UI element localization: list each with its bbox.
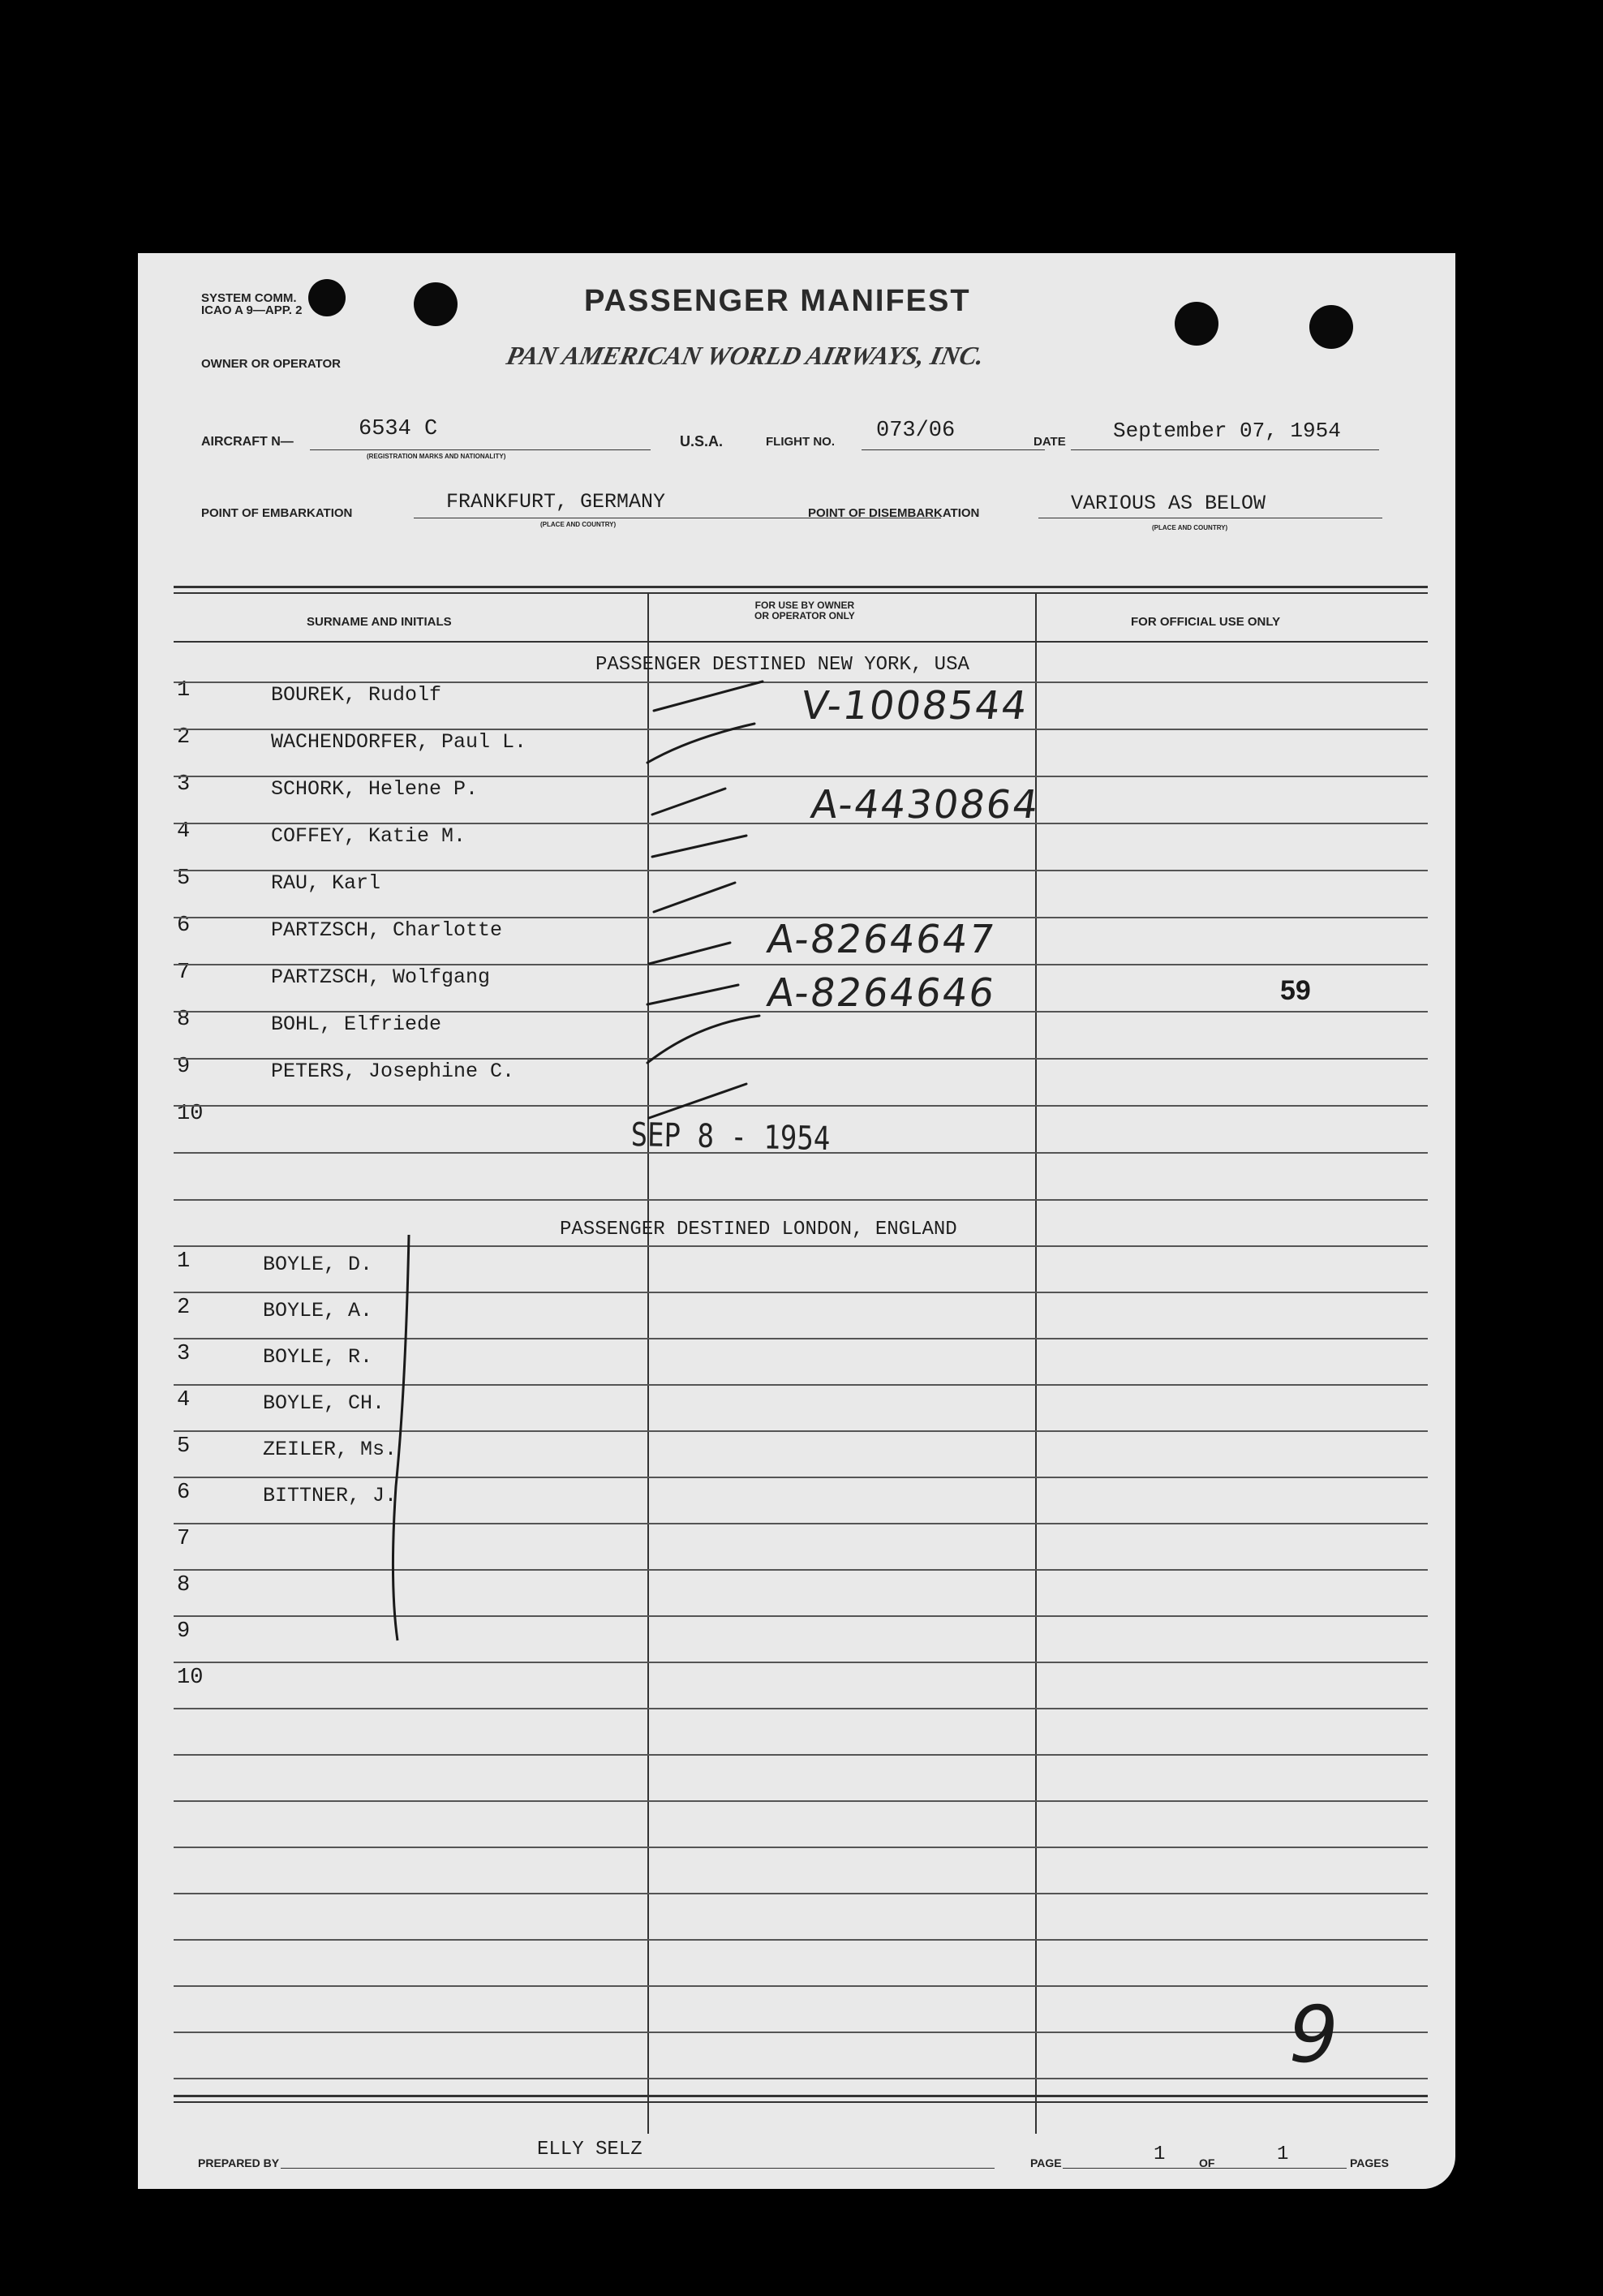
disembarkation-note: (PLACE AND COUNTRY) xyxy=(1152,524,1228,531)
row-number: 8 xyxy=(177,1573,191,1597)
group-bracket xyxy=(381,1227,430,1649)
row-number: 5 xyxy=(177,1434,191,1459)
passenger-name: RAU, Karl xyxy=(271,871,381,895)
row-number: 4 xyxy=(177,1388,191,1412)
passenger-name: BOUREK, Rudolf xyxy=(271,683,442,707)
passenger-name: WACHENDORFER, Paul L. xyxy=(271,730,527,754)
ruled-line xyxy=(174,1847,1428,1848)
ruled-line xyxy=(174,1615,1428,1617)
ruled-line xyxy=(174,1662,1428,1663)
ruled-line xyxy=(174,1939,1428,1941)
ruled-line xyxy=(174,1477,1428,1478)
row-number: 1 xyxy=(177,1249,191,1274)
row-number: 10 xyxy=(177,1102,204,1126)
ruled-line xyxy=(174,1430,1428,1432)
country-label: U.S.A. xyxy=(680,433,724,449)
manifest-sheet xyxy=(138,253,1455,2189)
section-heading-new-york: PASSENGER DESTINED NEW YORK, USA xyxy=(595,654,969,676)
punch-hole xyxy=(1175,302,1218,346)
embarkation-label: POINT OF EMBARKATION xyxy=(201,506,353,520)
row-number: 9 xyxy=(177,1619,191,1644)
ruled-line xyxy=(174,1292,1428,1293)
flight-value: 073/06 xyxy=(876,419,956,443)
punch-hole xyxy=(308,279,346,316)
ruled-line xyxy=(174,1754,1428,1756)
passenger-name: BITTNER, J. xyxy=(263,1484,398,1507)
row-number: 8 xyxy=(177,1008,191,1032)
handwritten-alien-number: V-1008544 xyxy=(798,683,1032,729)
aircraft-value: 6534 C xyxy=(359,417,438,441)
row-number: 5 xyxy=(177,866,191,891)
embarkation-note: (PLACE AND COUNTRY) xyxy=(540,521,617,528)
disembarkation-value: VARIOUS AS BELOW xyxy=(1071,492,1266,515)
date-label: DATE xyxy=(1034,435,1066,449)
date-value: September 07, 1954 xyxy=(1113,419,1341,443)
ruled-line xyxy=(174,1338,1428,1339)
passenger-name: BOHL, Elfriede xyxy=(271,1013,442,1036)
punch-hole xyxy=(414,282,458,326)
flight-label: FLIGHT NO. xyxy=(766,435,835,449)
punch-hole xyxy=(1309,305,1353,349)
passenger-name: BOYLE, R. xyxy=(263,1345,373,1369)
prepared-by-value: ELLY SELZ xyxy=(537,2139,642,2161)
column-header-official: FOR OFFICIAL USE ONLY xyxy=(1131,615,1281,629)
row-number: 4 xyxy=(177,819,191,844)
registration-note: (REGISTRATION MARKS AND NATIONALITY) xyxy=(367,453,506,460)
ruled-line xyxy=(174,1985,1428,1987)
row-number: 6 xyxy=(177,914,191,938)
column-header-operator: FOR USE BY OWNER OR OPERATOR ONLY xyxy=(754,600,855,621)
row-number: 2 xyxy=(177,1296,191,1320)
handwritten-alien-number: A-8264647 xyxy=(764,917,999,962)
page-value: 1 xyxy=(1154,2143,1166,2165)
row-number: 2 xyxy=(177,725,191,750)
ruled-line xyxy=(174,1800,1428,1802)
passenger-name: BOYLE, A. xyxy=(263,1299,373,1322)
disembarkation-label: POINT OF DISEMBARKATION xyxy=(808,506,980,520)
passenger-name: PARTZSCH, Charlotte xyxy=(271,918,503,942)
row-number: 7 xyxy=(177,961,191,985)
official-mark: 59 xyxy=(1280,975,1311,1006)
passenger-name: BOYLE, CH. xyxy=(263,1391,385,1415)
page-label: PAGE xyxy=(1030,2156,1062,2169)
ruled-line xyxy=(174,2078,1428,2079)
passenger-name: PARTZSCH, Wolfgang xyxy=(271,965,491,989)
ruled-line xyxy=(174,1708,1428,1709)
handwritten-alien-number: A-8264646 xyxy=(764,970,999,1016)
passenger-name: ZEILER, Ms. xyxy=(263,1438,398,1461)
ruled-line xyxy=(174,1245,1428,1247)
pages-label: PAGES xyxy=(1350,2156,1389,2169)
airline-name: PAN AMERICAN WORLD AIRWAYS, INC. xyxy=(504,341,987,370)
row-number: 9 xyxy=(177,1055,191,1079)
check-strokes xyxy=(625,675,949,1129)
date-stamp: SEP 8 - 1954 xyxy=(630,1116,831,1159)
owner-operator-label: OWNER OR OPERATOR xyxy=(201,357,341,371)
ruled-line xyxy=(174,2032,1428,2033)
aircraft-label: AIRCRAFT N— xyxy=(201,435,294,449)
passenger-name: PETERS, Josephine C. xyxy=(271,1060,515,1083)
system-comm-label: SYSTEM COMM. ICAO A 9—APP. 2 xyxy=(201,291,303,317)
passenger-name: BOYLE, D. xyxy=(263,1253,373,1276)
row-number: 6 xyxy=(177,1481,191,1505)
prepared-by-label: PREPARED BY xyxy=(198,2156,280,2169)
ruled-line xyxy=(174,1199,1428,1201)
ruled-line xyxy=(174,1384,1428,1386)
of-label: OF xyxy=(1199,2156,1215,2169)
column-header-surname: SURNAME AND INITIALS xyxy=(307,615,452,629)
page-title: PASSENGER MANIFEST xyxy=(584,284,971,318)
row-number: 7 xyxy=(177,1527,191,1551)
handwritten-alien-number: A-4430864 xyxy=(808,782,1042,828)
row-number: 10 xyxy=(177,1666,204,1690)
embarkation-value: FRANKFURT, GERMANY xyxy=(446,490,666,514)
ruled-line xyxy=(174,1569,1428,1571)
ruled-line xyxy=(174,1893,1428,1894)
ruled-line xyxy=(174,1523,1428,1524)
row-number: 3 xyxy=(177,1342,191,1366)
row-number: 1 xyxy=(177,678,191,703)
of-value: 1 xyxy=(1277,2143,1289,2165)
row-number: 3 xyxy=(177,772,191,797)
passenger-name: SCHORK, Helene P. xyxy=(271,777,479,801)
passenger-name: COFFEY, Katie M. xyxy=(271,824,466,848)
page-mark: 9 xyxy=(1280,1989,1346,2080)
section-heading-london: PASSENGER DESTINED LONDON, ENGLAND xyxy=(560,1219,957,1240)
